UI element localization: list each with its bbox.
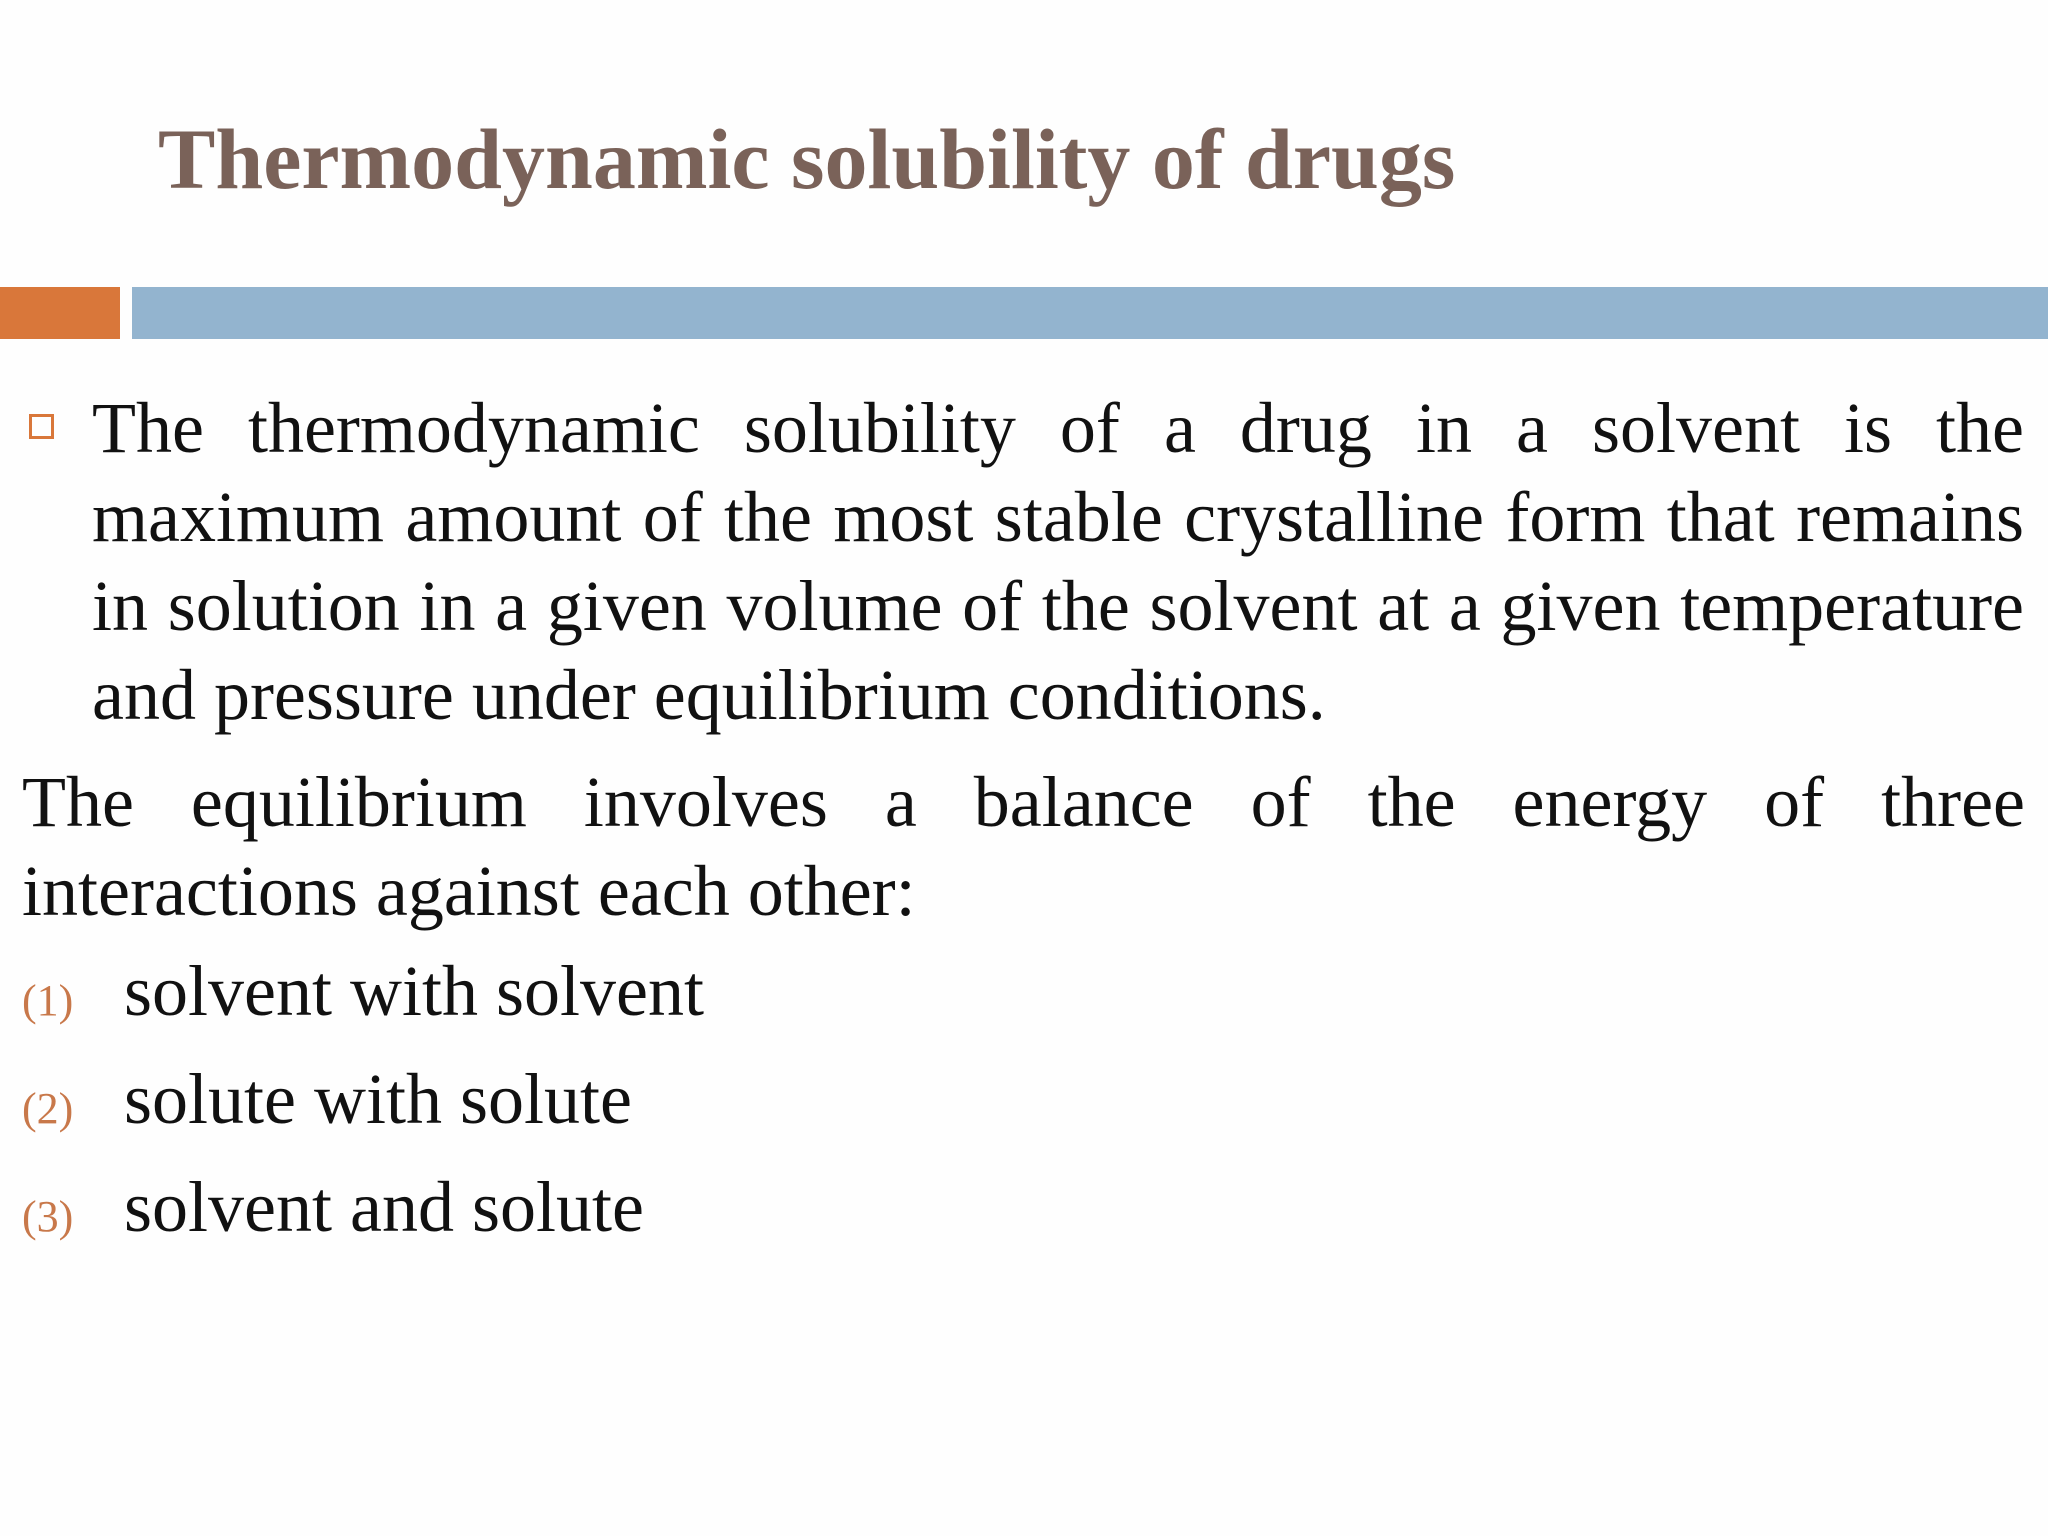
equilibrium-paragraph: The equilibrium involves a balance of the energy of three interactions against each other: [22, 762, 2025, 931]
list-item-text: solvent and solute [124, 1167, 644, 1247]
definition-text: The thermodynamic solubility of a drug in a solvent is the maximum amount of the most stable crystalline form that remains in solution in a given volume of the solvent at a given temperature and pressure under equilibrium conditions. [92, 388, 2024, 735]
title-rule-bar [132, 287, 2048, 339]
list-item-text: solute with solute [124, 1059, 632, 1139]
list-item-number: (3) [22, 1192, 74, 1241]
slide-title: Thermodynamic solubility of drugs [158, 111, 1456, 207]
square-bullet-icon [29, 414, 54, 439]
list-item-text: solvent with solvent [124, 951, 704, 1031]
list-item [22, 1058, 704, 1166]
list-item [22, 950, 704, 1058]
list-item-number: (2) [22, 1084, 74, 1133]
list-item [22, 1166, 704, 1274]
title-accent-bar [0, 287, 120, 339]
interaction-list [22, 950, 704, 1274]
list-item-number: (1) [22, 976, 74, 1025]
definition-bullet [24, 384, 2024, 740]
